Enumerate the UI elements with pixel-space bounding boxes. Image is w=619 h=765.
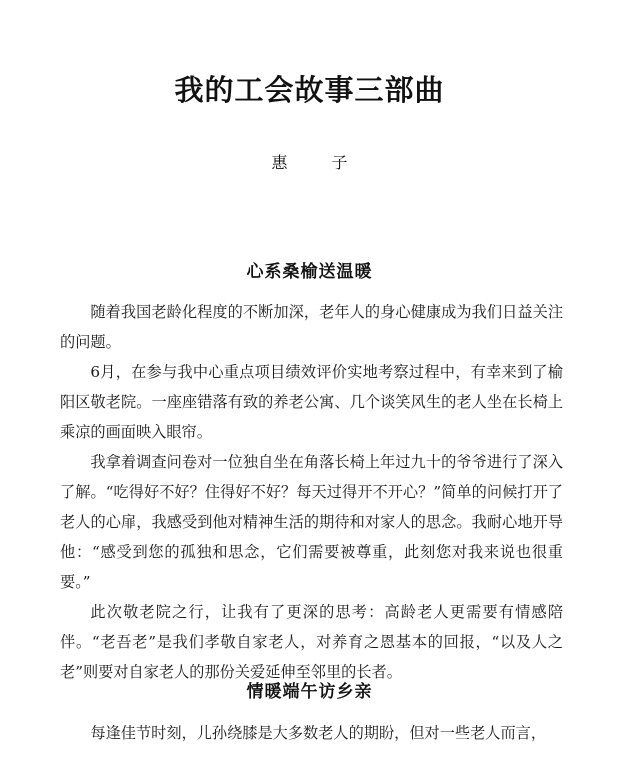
section-body [60,718,563,758]
paragraph: 此次敬老院之行，让我有了更深的思考：高龄老人更需要有情感陪伴。“老吾老”是我们孝敬自家老人，对养育之恩基本的回报，“以及人之老”则要对自家老人的那份关爱延伸至邻里的长者。 [60,603,563,681]
article-title: 我的工会故事三部曲 [174,73,445,107]
paragraph: 6月，在参与我中心重点项目绩效评价实地考察过程中，有幸来到了榆阳区敬老院。一座座错落有致的养老公寓、几个谈笑风生的老人坐在长椅上乘凉的画面映入眼帘。 [60,363,563,441]
section-body [60,297,563,687]
paragraph: 我拿着调查问卷对一位独自坐在角落长椅上年过九十的爷爷进行了深入了解。“吃得好不好？住得好不好？每天过得开不开心？”简单的问候打开了老人的心扉，我感受到他对精神生活的期待和对家人的思念。我耐心地开导他：“感受到您的孤独和思念，它们需要被尊重，此刻您对我来说也很重要。” [60,453,563,591]
paragraph: 每逢佳节时刻，儿孙绕膝是大多数老人的期盼，但对一些老人而言， [90,724,547,742]
article-author: 惠 子 [271,153,362,172]
section-heading: 心系桑榆送温暖 [246,262,373,282]
paragraph: 随着我国老龄化程度的不断加深，老年人的身心健康成为我们日益关注的问题。 [60,303,563,351]
section-heading: 情暖端午访乡亲 [246,682,373,702]
